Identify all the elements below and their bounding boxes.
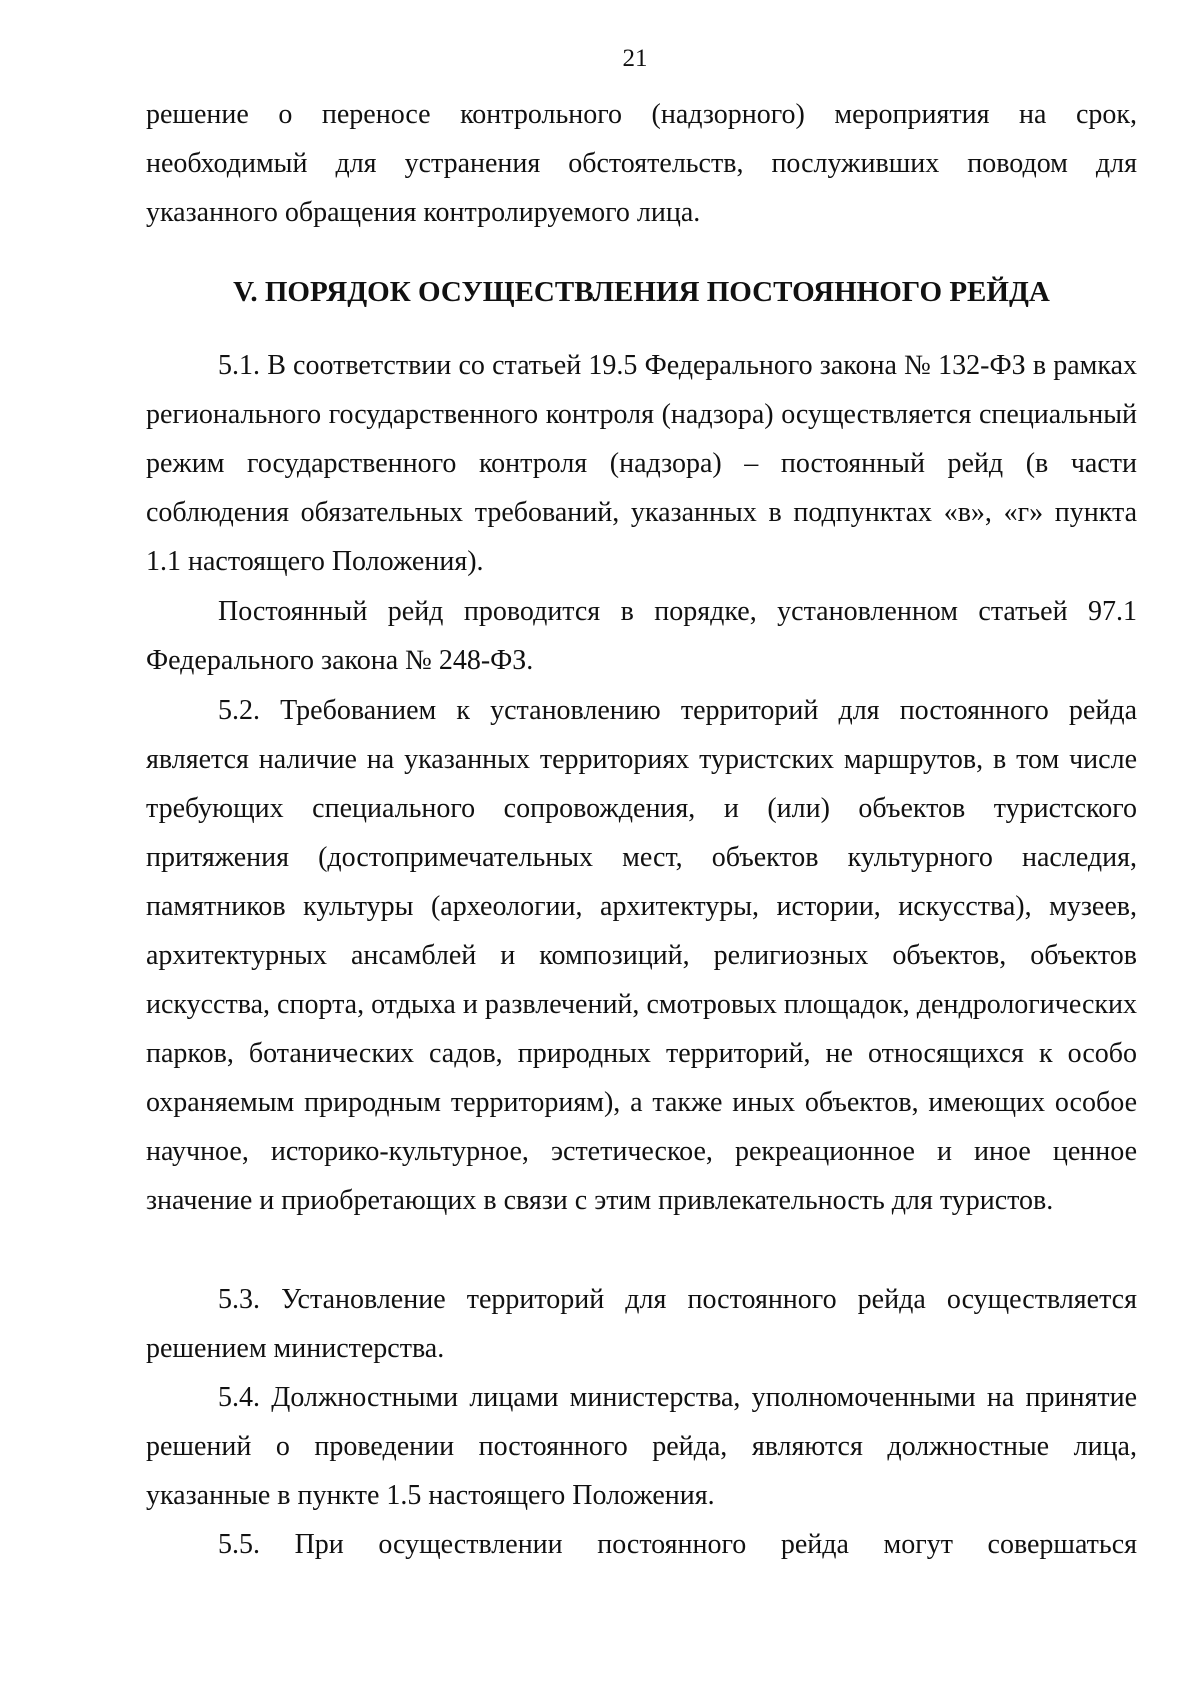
- paragraph-5-3: 5.3. Установление территорий для постоянного рейда осуществляется решением министерства.: [146, 1284, 1137, 1364]
- section-heading: V. ПОРЯДОК ОСУЩЕСТВЛЕНИЯ ПОСТОЯННОГО РЕЙДА: [233, 276, 1050, 308]
- paragraph-5-1: 5.1. В соответствии со статьей 19.5 Федерального закона № 132-ФЗ в рамках регионального государственного контроля (надзора) осуществляется специальный режим государственного контроля (надзора) – постоянный рейд (в части соблюдения обязательных требований, указанных в подпунктах «в», «г» пункта 1.1 настоящего Положения).: [146, 350, 1137, 577]
- paragraph-5-2: 5.2. Требованием к установлению территорий для постоянного рейда является наличие на указанных территориях туристских маршрутов, в том числе требующих специального сопровождения, и (или) объектов туристского притяжения (достопримечательных мест, объектов культурного наследия, памятников культуры (археологии, архитектуры, истории, искусства), музеев, архитектурных ансамблей и композиций, религиозных объектов, объектов искусства, спорта, отдыха и развлечений, смотровых площадок, дендрологических парков, ботанических садов, природных территорий, не относящихся к особо охраняемым природным территориям), а также иных объектов, имеющих особое научное, историко-культурное, эстетическое, рекреационное и иное ценное значение и приобретающих в связи с этим привлекательность для туристов.: [146, 695, 1137, 1216]
- intro-paragraph: решение о переносе контрольного (надзорного) мероприятия на срок, необходимый для устранения обстоятельств, послуживших поводом для указанного обращения контролируемого лица.: [146, 99, 1137, 228]
- paragraph-permanent-raid: Постоянный рейд проводится в порядке, установленном статьей 97.1 Федерального закона № 248-ФЗ.: [146, 596, 1137, 676]
- paragraph-5-4: 5.4. Должностными лицами министерства, уполномоченными на принятие решений о проведении постоянного рейда, являются должностные лица, указанные в пункте 1.5 настоящего Положения.: [146, 1382, 1137, 1511]
- page-number: 21: [622, 45, 648, 72]
- paragraph-5-5: 5.5. При осуществлении постоянного рейда могут совершаться: [218, 1529, 1137, 1560]
